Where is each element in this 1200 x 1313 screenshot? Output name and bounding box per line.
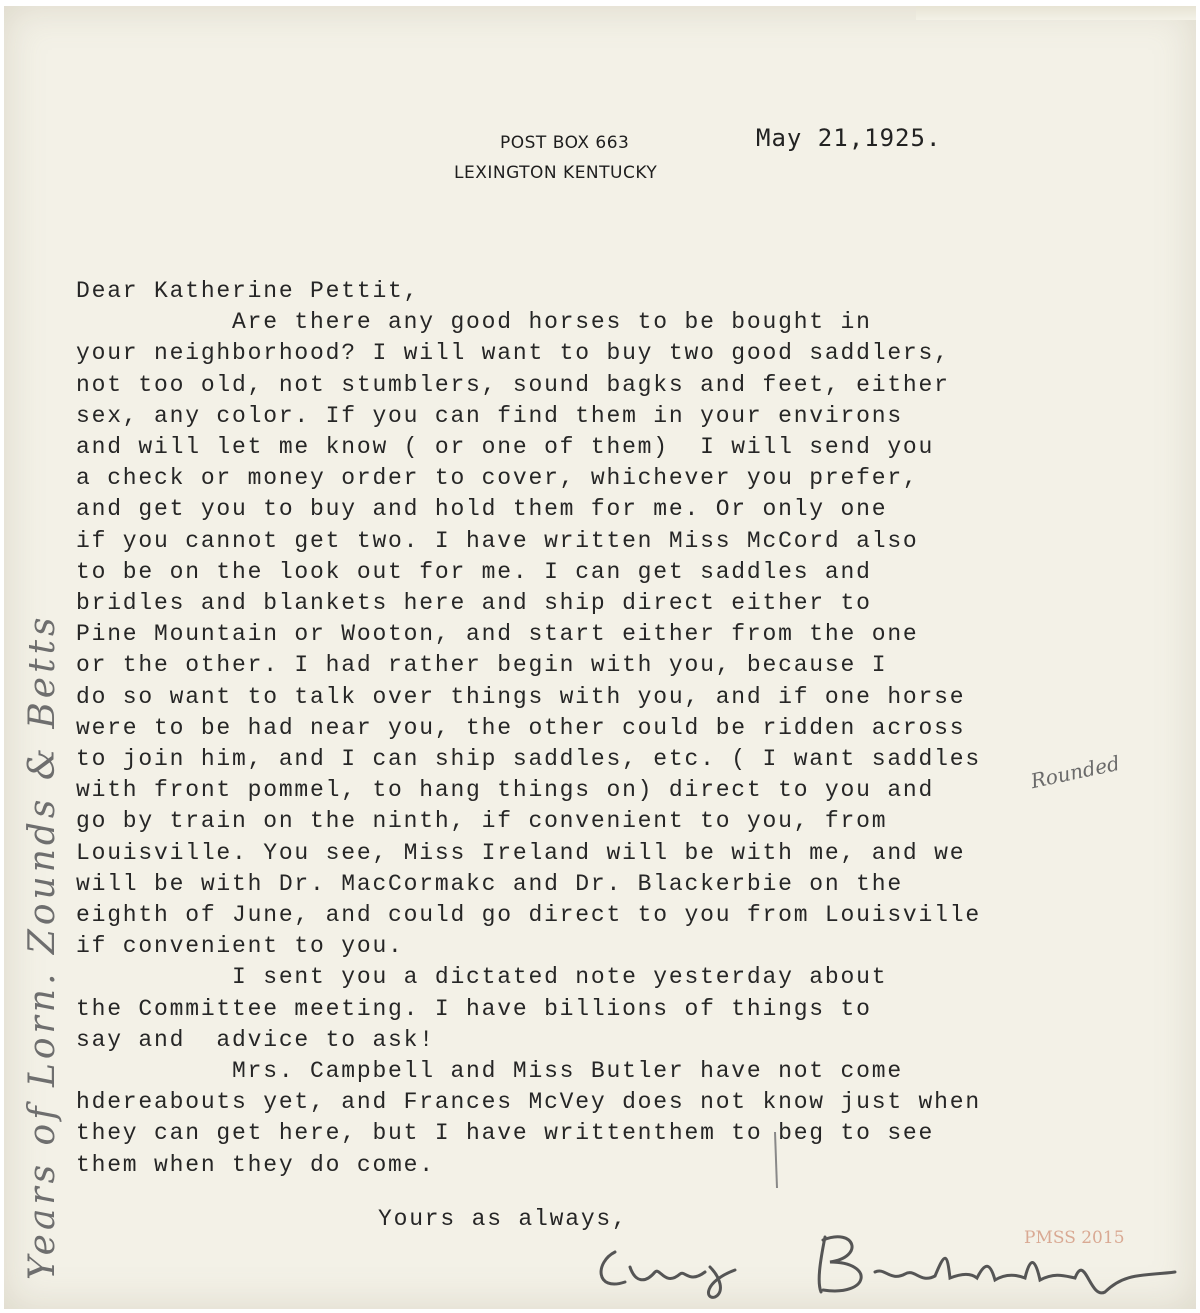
letter-body [76,276,1176,1181]
body-line: to be on the look out for me. I can get saddles and [76,558,872,585]
body-line: hdereabouts yet, and Frances McVey does not know just when [76,1089,981,1116]
body-line: I sent you a dictated note yesterday about [76,964,888,991]
body-line: will be with Dr. MacCormakc and Dr. Blackerbie on the [76,870,903,897]
body-line: go by train on the ninth, if convenient to you, from [76,808,888,835]
handwritten-insert: Rounded [1028,750,1122,794]
letter-date: May 21,1925. [756,124,942,152]
body-line: were to be had near you, the other could be ridden across [76,714,966,741]
body-line: Pine Mountain or Wooton, and start either from the one [76,621,919,648]
body-line: they can get here, but I have writtenthem to beg to see [76,1120,935,1147]
body-line: Dear Katherine Pettit, [76,278,420,304]
body-line: not too old, not stumblers, sound bagks and feet, either [76,371,950,398]
margin-note-text: Years of Lorn. Zounds & Betts [22,613,63,1280]
body-line: eighth of June, and could go direct to you from Louisville [76,902,981,929]
body-line: do so want to talk over things with you, and if one horse [76,683,966,710]
letterhead-address-line2: LEXINGTON KENTUCKY [454,163,658,183]
body-line: Are there any good horses to be bought in [76,309,872,336]
letter-closing: Yours as always, [378,1206,628,1232]
body-line: and get you to buy and hold them for me. Or only one [76,496,888,523]
body-line: with front pommel, to hang things on) direct to you and [76,777,935,804]
body-line: a check or money order to cover, whichever you prefer, [76,465,919,492]
paper-edge [916,6,1196,20]
body-line: say and advice to ask! [76,1026,435,1053]
body-line: Mrs. Campbell and Miss Butler have not come [76,1058,903,1085]
letterhead [454,128,658,188]
body-line: Louisville. You see, Miss Ireland will be with me, and we [76,839,966,866]
body-line: your neighborhood? I will want to buy two good saddlers, [76,340,950,367]
body-line: or the other. I had rather begin with you, because I [76,652,888,679]
handwritten-signature [585,1212,1185,1302]
body-line: them when they do come. [76,1151,435,1178]
body-line: sex, any color. If you can find them in your environs [76,402,903,429]
watermark: PMSS 2015 [1024,1228,1125,1248]
body-line: the Committee meeting. I have billions of things to [76,995,872,1022]
body-line: to join him, and I can ship saddles, etc. ( I want saddles [76,746,981,773]
body-line: and will let me know ( or one of them) I will send you [76,434,935,461]
body-line: if convenient to you. [76,933,404,960]
body-line: bridles and blankets here and ship direct either to [76,590,872,617]
body-line: if you cannot get two. I have written Miss McCord also [76,527,919,554]
pencil-stroke [755,1130,795,1190]
letterhead-address-line1: POST BOX 663 [500,133,630,153]
